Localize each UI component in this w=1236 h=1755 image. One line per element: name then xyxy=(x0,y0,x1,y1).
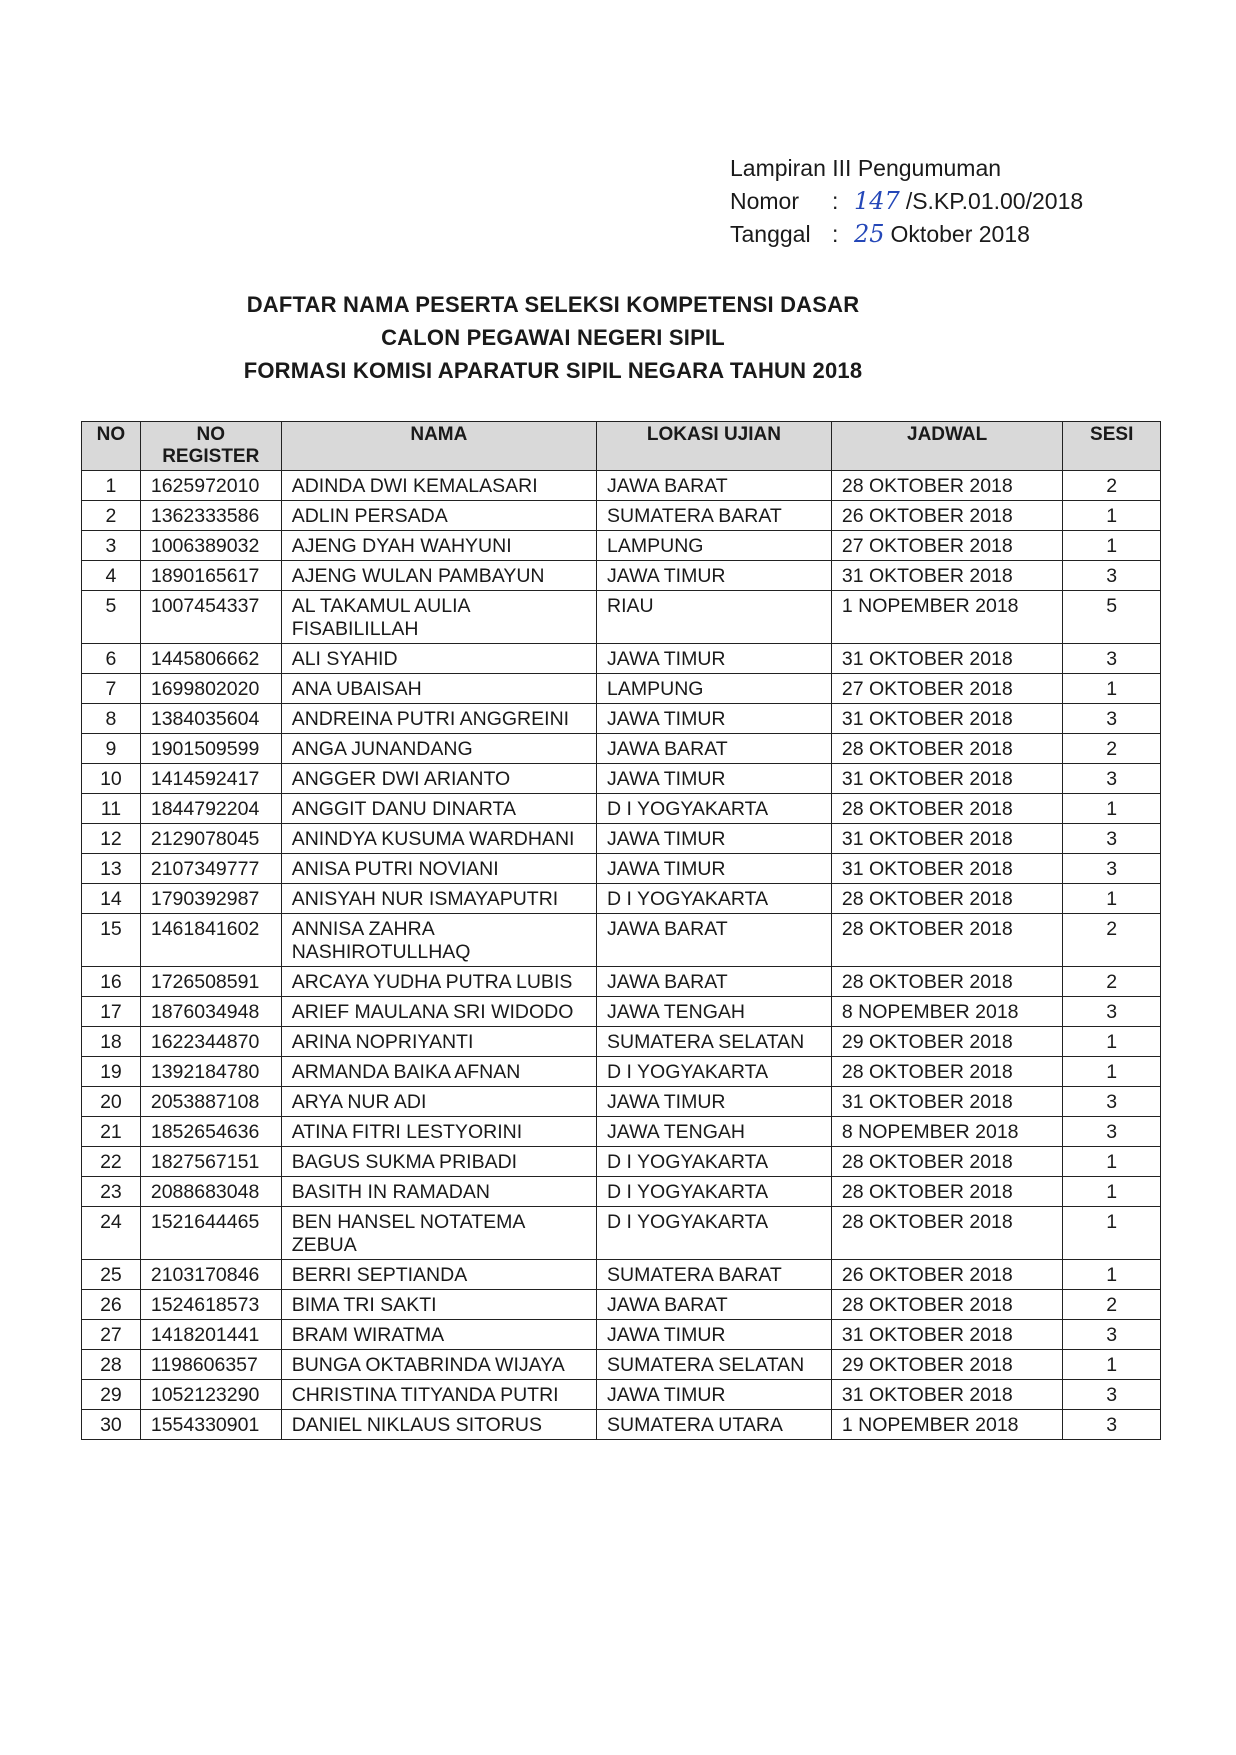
table-row xyxy=(82,1410,1161,1440)
cell-nama: BRAM WIRATMA xyxy=(281,1320,596,1350)
cell-nama: BIMA TRI SAKTI xyxy=(281,1290,596,1320)
table-row xyxy=(82,1320,1161,1350)
title-line-3: FORMASI KOMISI APARATUR SIPIL NEGARA TAHUN 2018 xyxy=(243,358,863,383)
nomor-colon: : xyxy=(832,188,839,214)
cell-no: 17 xyxy=(82,997,141,1027)
cell-register: 1790392987 xyxy=(140,884,281,914)
cell-sesi: 1 xyxy=(1063,1350,1161,1380)
cell-register: 1844792204 xyxy=(140,794,281,824)
cell-lokasi: D I YOGYAKARTA xyxy=(597,794,832,824)
cell-jadwal: 28 OKTOBER 2018 xyxy=(831,914,1063,967)
cell-nama: ANDREINA PUTRI ANGGREINI xyxy=(281,704,596,734)
cell-nama: ALI SYAHID xyxy=(281,644,596,674)
cell-jadwal: 1 NOPEMBER 2018 xyxy=(831,1410,1063,1440)
cell-jadwal: 28 OKTOBER 2018 xyxy=(831,884,1063,914)
cell-register: 1445806662 xyxy=(140,644,281,674)
cell-jadwal: 31 OKTOBER 2018 xyxy=(831,824,1063,854)
cell-nama: DANIEL NIKLAUS SITORUS xyxy=(281,1410,596,1440)
cell-sesi: 1 xyxy=(1063,1207,1161,1260)
table-row xyxy=(82,884,1161,914)
cell-register: 2129078045 xyxy=(140,824,281,854)
cell-jadwal: 28 OKTOBER 2018 xyxy=(831,794,1063,824)
cell-lokasi: JAWA TENGAH xyxy=(597,997,832,1027)
participant-table xyxy=(81,421,1161,1440)
cell-sesi: 3 xyxy=(1063,1380,1161,1410)
cell-sesi: 1 xyxy=(1063,1177,1161,1207)
table-row xyxy=(82,1207,1161,1260)
cell-no: 15 xyxy=(82,914,141,967)
cell-sesi: 1 xyxy=(1063,884,1161,914)
cell-nama: ANISYAH NUR ISMAYAPUTRI xyxy=(281,884,596,914)
cell-register: 1198606357 xyxy=(140,1350,281,1380)
cell-no: 6 xyxy=(82,644,141,674)
cell-jadwal: 31 OKTOBER 2018 xyxy=(831,764,1063,794)
cell-no: 13 xyxy=(82,854,141,884)
document-title xyxy=(0,288,1236,387)
cell-jadwal: 29 OKTOBER 2018 xyxy=(831,1350,1063,1380)
cell-register: 1418201441 xyxy=(140,1320,281,1350)
cell-sesi: 1 xyxy=(1063,674,1161,704)
cell-lokasi: JAWA BARAT xyxy=(597,1290,832,1320)
cell-sesi: 3 xyxy=(1063,824,1161,854)
cell-no: 16 xyxy=(82,967,141,997)
cell-jadwal: 28 OKTOBER 2018 xyxy=(831,471,1063,501)
tanggal-colon: : xyxy=(832,221,839,247)
cell-jadwal: 31 OKTOBER 2018 xyxy=(831,1380,1063,1410)
cell-lokasi: JAWA TIMUR xyxy=(597,764,832,794)
cell-nama: BERRI SEPTIANDA xyxy=(281,1260,596,1290)
cell-sesi: 5 xyxy=(1063,591,1161,644)
cell-nama: ANGA JUNANDANG xyxy=(281,734,596,764)
cell-register: 1625972010 xyxy=(140,471,281,501)
cell-jadwal: 27 OKTOBER 2018 xyxy=(831,531,1063,561)
cell-lokasi: JAWA TIMUR xyxy=(597,1380,832,1410)
table-row xyxy=(82,1380,1161,1410)
cell-lokasi: JAWA TIMUR xyxy=(597,561,832,591)
cell-no: 3 xyxy=(82,531,141,561)
cell-register: 1726508591 xyxy=(140,967,281,997)
cell-no: 27 xyxy=(82,1320,141,1350)
cell-nama: AJENG DYAH WAHYUNI xyxy=(281,531,596,561)
nomor-value: /S.KP.01.00/2018 xyxy=(905,188,1084,214)
header-sesi: SESI xyxy=(1063,422,1161,471)
cell-sesi: 2 xyxy=(1063,967,1161,997)
cell-no: 22 xyxy=(82,1147,141,1177)
cell-sesi: 3 xyxy=(1063,1117,1161,1147)
cell-nama: ARCAYA YUDHA PUTRA LUBIS xyxy=(281,967,596,997)
cell-register: 1554330901 xyxy=(140,1410,281,1440)
cell-sesi: 1 xyxy=(1063,1027,1161,1057)
cell-sesi: 3 xyxy=(1063,1087,1161,1117)
cell-sesi: 3 xyxy=(1063,644,1161,674)
cell-register: 2088683048 xyxy=(140,1177,281,1207)
cell-nama: ANGGER DWI ARIANTO xyxy=(281,764,596,794)
table-row xyxy=(82,734,1161,764)
cell-sesi: 3 xyxy=(1063,1410,1161,1440)
cell-no: 14 xyxy=(82,884,141,914)
cell-register: 1384035604 xyxy=(140,704,281,734)
cell-nama: ANNISA ZAHRA NASHIROTULLHAQ xyxy=(281,914,596,967)
cell-jadwal: 28 OKTOBER 2018 xyxy=(831,734,1063,764)
cell-register: 2053887108 xyxy=(140,1087,281,1117)
cell-jadwal: 29 OKTOBER 2018 xyxy=(831,1027,1063,1057)
cell-register: 1052123290 xyxy=(140,1380,281,1410)
table-row xyxy=(82,704,1161,734)
tanggal-label: Tanggal xyxy=(730,221,811,247)
cell-jadwal: 28 OKTOBER 2018 xyxy=(831,1290,1063,1320)
cell-sesi: 3 xyxy=(1063,854,1161,884)
cell-lokasi: D I YOGYAKARTA xyxy=(597,884,832,914)
header-jadwal: JADWAL xyxy=(831,422,1063,471)
cell-sesi: 1 xyxy=(1063,501,1161,531)
cell-register: 1827567151 xyxy=(140,1147,281,1177)
cell-nama: ANINDYA KUSUMA WARDHANI xyxy=(281,824,596,854)
nomor-label: Nomor xyxy=(730,188,800,214)
nomor-line xyxy=(730,185,1083,218)
cell-jadwal: 28 OKTOBER 2018 xyxy=(831,1147,1063,1177)
cell-nama: ARYA NUR ADI xyxy=(281,1087,596,1117)
table-row xyxy=(82,824,1161,854)
table-row xyxy=(82,561,1161,591)
cell-jadwal: 31 OKTOBER 2018 xyxy=(831,644,1063,674)
table-row xyxy=(82,794,1161,824)
cell-no: 4 xyxy=(82,561,141,591)
cell-nama: ANGGIT DANU DINARTA xyxy=(281,794,596,824)
cell-nama: BEN HANSEL NOTATEMA ZEBUA xyxy=(281,1207,596,1260)
table-row xyxy=(82,764,1161,794)
cell-nama: CHRISTINA TITYANDA PUTRI xyxy=(281,1380,596,1410)
cell-lokasi: JAWA TIMUR xyxy=(597,1320,832,1350)
cell-lokasi: D I YOGYAKARTA xyxy=(597,1207,832,1260)
cell-no: 25 xyxy=(82,1260,141,1290)
cell-sesi: 3 xyxy=(1063,561,1161,591)
table-row xyxy=(82,1117,1161,1147)
cell-register: 1524618573 xyxy=(140,1290,281,1320)
cell-no: 26 xyxy=(82,1290,141,1320)
cell-sesi: 2 xyxy=(1063,1290,1161,1320)
cell-nama: BAGUS SUKMA PRIBADI xyxy=(281,1147,596,1177)
table-row xyxy=(82,674,1161,704)
cell-register: 1521644465 xyxy=(140,1207,281,1260)
cell-lokasi: D I YOGYAKARTA xyxy=(597,1177,832,1207)
table-header-row xyxy=(82,422,1161,471)
cell-no: 29 xyxy=(82,1380,141,1410)
cell-no: 28 xyxy=(82,1350,141,1380)
nomor-handwritten: 147 xyxy=(854,187,900,215)
cell-register: 1006389032 xyxy=(140,531,281,561)
cell-jadwal: 31 OKTOBER 2018 xyxy=(831,704,1063,734)
cell-no: 23 xyxy=(82,1177,141,1207)
cell-no: 24 xyxy=(82,1207,141,1260)
table-body xyxy=(82,471,1161,1440)
cell-sesi: 3 xyxy=(1063,997,1161,1027)
table-row xyxy=(82,644,1161,674)
table-row xyxy=(82,591,1161,644)
cell-lokasi: JAWA BARAT xyxy=(597,967,832,997)
cell-no: 30 xyxy=(82,1410,141,1440)
cell-register: 1699802020 xyxy=(140,674,281,704)
cell-lokasi: JAWA TENGAH xyxy=(597,1117,832,1147)
attachment-title: Lampiran III Pengumuman xyxy=(730,155,1002,181)
tanggal-handwritten: 25 xyxy=(854,220,885,248)
cell-nama: ANA UBAISAH xyxy=(281,674,596,704)
cell-sesi: 1 xyxy=(1063,1260,1161,1290)
cell-no: 1 xyxy=(82,471,141,501)
cell-jadwal: 31 OKTOBER 2018 xyxy=(831,854,1063,884)
cell-nama: ARINA NOPRIYANTI xyxy=(281,1027,596,1057)
cell-lokasi: LAMPUNG xyxy=(597,674,832,704)
table-row xyxy=(82,1177,1161,1207)
tanggal-value: Oktober 2018 xyxy=(890,221,1030,247)
cell-nama: ANISA PUTRI NOVIANI xyxy=(281,854,596,884)
cell-register: 1007454337 xyxy=(140,591,281,644)
cell-nama: BASITH IN RAMADAN xyxy=(281,1177,596,1207)
cell-sesi: 2 xyxy=(1063,734,1161,764)
cell-lokasi: SUMATERA UTARA xyxy=(597,1410,832,1440)
cell-lokasi: SUMATERA BARAT xyxy=(597,501,832,531)
table-row xyxy=(82,471,1161,501)
cell-jadwal: 28 OKTOBER 2018 xyxy=(831,1057,1063,1087)
cell-nama: BUNGA OKTABRINDA WIJAYA xyxy=(281,1350,596,1380)
cell-jadwal: 26 OKTOBER 2018 xyxy=(831,1260,1063,1290)
table-row xyxy=(82,1087,1161,1117)
table-row xyxy=(82,1290,1161,1320)
cell-no: 19 xyxy=(82,1057,141,1087)
table-row xyxy=(82,914,1161,967)
header-no-register: NO REGISTER xyxy=(140,422,281,471)
cell-register: 2103170846 xyxy=(140,1260,281,1290)
cell-jadwal: 28 OKTOBER 2018 xyxy=(831,1177,1063,1207)
cell-register: 1362333586 xyxy=(140,501,281,531)
cell-lokasi: RIAU xyxy=(597,591,832,644)
cell-register: 1890165617 xyxy=(140,561,281,591)
header-nama: NAMA xyxy=(281,422,596,471)
cell-jadwal: 1 NOPEMBER 2018 xyxy=(831,591,1063,644)
cell-lokasi: JAWA BARAT xyxy=(597,914,832,967)
cell-sesi: 2 xyxy=(1063,471,1161,501)
cell-lokasi: JAWA TIMUR xyxy=(597,1087,832,1117)
cell-no: 5 xyxy=(82,591,141,644)
cell-register: 2107349777 xyxy=(140,854,281,884)
cell-lokasi: LAMPUNG xyxy=(597,531,832,561)
table-row xyxy=(82,854,1161,884)
cell-no: 7 xyxy=(82,674,141,704)
cell-register: 1901509599 xyxy=(140,734,281,764)
cell-register: 1876034948 xyxy=(140,997,281,1027)
table-row xyxy=(82,1350,1161,1380)
attachment-block xyxy=(730,152,1083,251)
cell-jadwal: 31 OKTOBER 2018 xyxy=(831,1087,1063,1117)
title-line-1: DAFTAR NAMA PESERTA SELEKSI KOMPETENSI DASAR xyxy=(246,292,860,317)
cell-sesi: 1 xyxy=(1063,1147,1161,1177)
cell-no: 9 xyxy=(82,734,141,764)
table-row xyxy=(82,531,1161,561)
cell-jadwal: 28 OKTOBER 2018 xyxy=(831,967,1063,997)
table-row xyxy=(82,967,1161,997)
cell-register: 1461841602 xyxy=(140,914,281,967)
cell-lokasi: D I YOGYAKARTA xyxy=(597,1057,832,1087)
cell-register: 1392184780 xyxy=(140,1057,281,1087)
cell-jadwal: 26 OKTOBER 2018 xyxy=(831,501,1063,531)
cell-nama: ATINA FITRI LESTYORINI xyxy=(281,1117,596,1147)
cell-nama: ADINDA DWI KEMALASARI xyxy=(281,471,596,501)
cell-no: 18 xyxy=(82,1027,141,1057)
cell-no: 12 xyxy=(82,824,141,854)
cell-nama: AL TAKAMUL AULIA FISABILILLAH xyxy=(281,591,596,644)
cell-jadwal: 8 NOPEMBER 2018 xyxy=(831,997,1063,1027)
cell-lokasi: JAWA TIMUR xyxy=(597,644,832,674)
cell-jadwal: 8 NOPEMBER 2018 xyxy=(831,1117,1063,1147)
cell-jadwal: 31 OKTOBER 2018 xyxy=(831,1320,1063,1350)
table-row xyxy=(82,1147,1161,1177)
cell-sesi: 2 xyxy=(1063,914,1161,967)
cell-nama: ADLIN PERSADA xyxy=(281,501,596,531)
cell-no: 8 xyxy=(82,704,141,734)
cell-no: 2 xyxy=(82,501,141,531)
cell-jadwal: 31 OKTOBER 2018 xyxy=(831,561,1063,591)
cell-register: 1622344870 xyxy=(140,1027,281,1057)
cell-lokasi: SUMATERA BARAT xyxy=(597,1260,832,1290)
cell-register: 1414592417 xyxy=(140,764,281,794)
cell-register: 1852654636 xyxy=(140,1117,281,1147)
cell-no: 10 xyxy=(82,764,141,794)
cell-no: 21 xyxy=(82,1117,141,1147)
cell-lokasi: JAWA TIMUR xyxy=(597,704,832,734)
table-row xyxy=(82,501,1161,531)
table-row xyxy=(82,1027,1161,1057)
cell-lokasi: JAWA TIMUR xyxy=(597,824,832,854)
cell-nama: ARMANDA BAIKA AFNAN xyxy=(281,1057,596,1087)
cell-lokasi: JAWA BARAT xyxy=(597,471,832,501)
cell-sesi: 3 xyxy=(1063,1320,1161,1350)
table-row xyxy=(82,1057,1161,1087)
title-line-2: CALON PEGAWAI NEGERI SIPIL xyxy=(381,325,725,350)
cell-lokasi: JAWA TIMUR xyxy=(597,854,832,884)
cell-sesi: 3 xyxy=(1063,704,1161,734)
cell-no: 11 xyxy=(82,794,141,824)
cell-no: 20 xyxy=(82,1087,141,1117)
cell-nama: AJENG WULAN PAMBAYUN xyxy=(281,561,596,591)
header-no: NO xyxy=(82,422,141,471)
cell-lokasi: SUMATERA SELATAN xyxy=(597,1350,832,1380)
cell-nama: ARIEF MAULANA SRI WIDODO xyxy=(281,997,596,1027)
cell-jadwal: 27 OKTOBER 2018 xyxy=(831,674,1063,704)
cell-sesi: 3 xyxy=(1063,764,1161,794)
cell-sesi: 1 xyxy=(1063,531,1161,561)
table-row xyxy=(82,1260,1161,1290)
cell-lokasi: JAWA BARAT xyxy=(597,734,832,764)
tanggal-line xyxy=(730,218,1083,251)
table-row xyxy=(82,997,1161,1027)
cell-sesi: 1 xyxy=(1063,1057,1161,1087)
cell-lokasi: SUMATERA SELATAN xyxy=(597,1027,832,1057)
cell-lokasi: D I YOGYAKARTA xyxy=(597,1147,832,1177)
cell-sesi: 1 xyxy=(1063,794,1161,824)
cell-jadwal: 28 OKTOBER 2018 xyxy=(831,1207,1063,1260)
header-lokasi-ujian: LOKASI UJIAN xyxy=(597,422,832,471)
